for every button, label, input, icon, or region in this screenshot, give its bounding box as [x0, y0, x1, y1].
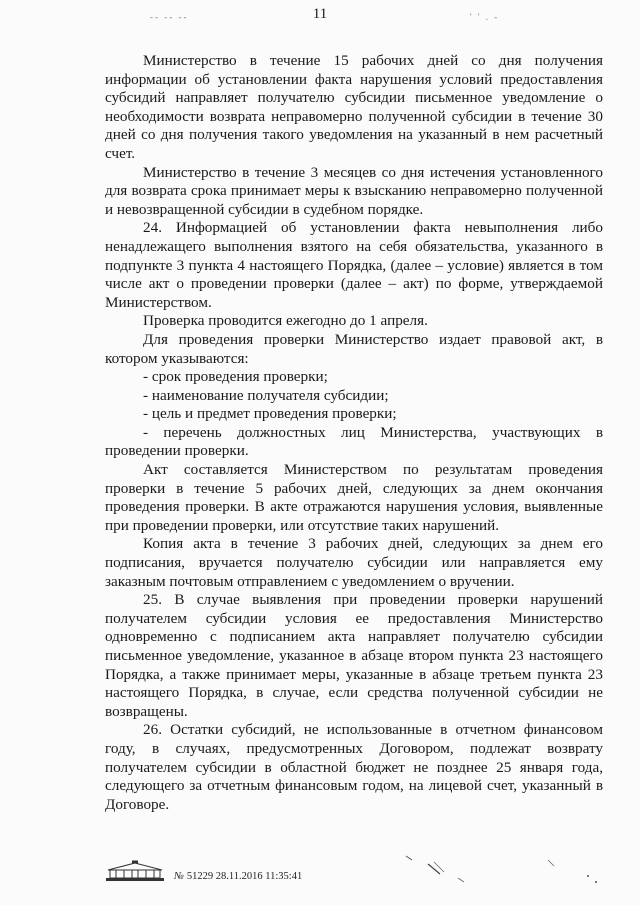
scan-artifact-top-right: ' ' . -: [470, 12, 500, 22]
page-number: 11: [312, 6, 328, 22]
paragraph: Министерство в течение 15 рабочих дней со дня получения информации об установлении факта нарушения условий предоставления субсидий направляет получателю субсидии письменное уведомление о необходимости возврата неправомерно полученной субсидии в течение 30 дней со дня получения такого уведомления на указанный в нем расчетный счет.: [105, 52, 603, 162]
document-body: [105, 52, 603, 814]
number-sign: №: [174, 871, 184, 882]
registration-number-date: 51229 28.11.2016 11:35:41: [186, 871, 303, 882]
list-item: - срок проведения проверки;: [143, 368, 328, 386]
list-item: - наименование получателя субсидии;: [143, 386, 389, 404]
scan-artifact-top-left: -- -- --: [150, 12, 189, 22]
paragraph: 25. В случае выявления при проведении проверки нарушений получателем субсидии условия ее предоставления Министерство одновременно с подписанием акта направляет получателю субсидии письменное уведомление, указанное в абзаце втором пункта 23 настоящего Порядка, а также принимает меры, указанные в абзаце третьем пункта 23 настоящего Порядка, в случае, если средства полученной субсидии не возвращены.: [105, 591, 603, 720]
registration-stamp: [174, 871, 302, 882]
document-footer: [104, 860, 302, 882]
paragraph: Министерство в течение 3 месяцев со дня истечения установленного для возврата срока принимает меры к взысканию неправомерно полученной и невозвращенной субсидии в судебном порядке.: [105, 163, 603, 218]
list-item: - перечень должностных лиц Министерства, участвующих в проведении проверки.: [105, 423, 603, 460]
paragraph: Проверка проводится ежегодно до 1 апреля.: [143, 312, 428, 330]
paragraph: Копия акта в течение 3 рабочих дней, следующих за днем его подписания, вручается получателю субсидии или направляется ему заказным почтовым отправлением с уведомлением о вручении.: [105, 535, 603, 590]
paragraph: Для проведения проверки Министерство издает правовой акт, в котором указываются:: [105, 330, 603, 367]
scan-artifact-marks: [398, 852, 608, 892]
paragraph: 26. Остатки субсидий, не использованные в отчетном финансовом году, в случаях, предусмотренных Договором, подлежат возврату получателем субсидии в областной бюджет не позднее 25 января года, следующего за отчетным финансовым годом, на лицевой счет, указанный в Договоре.: [105, 721, 603, 813]
list-item: - цель и предмет проведения проверки;: [143, 405, 397, 423]
ministry-building-logo: [104, 860, 166, 882]
paragraph: 24. Информацией об установлении факта невыполнения либо ненадлежащего выполнения взятого на себя обязательства, указанного в подпункте 3 пункта 4 настоящего Порядка, (далее – условие) является в том числе акт о проведении проверки (далее – акт) по форме, утверждаемой Министерством.: [105, 219, 603, 311]
paragraph: Акт составляется Министерством по результатам проведения проверки в течение 5 рабочих дней, следующих за днем окончания проведения проверки. В акте отражаются нарушения условия, выявленные при проведении проверки, или отсутствие таких нарушений.: [105, 461, 603, 534]
